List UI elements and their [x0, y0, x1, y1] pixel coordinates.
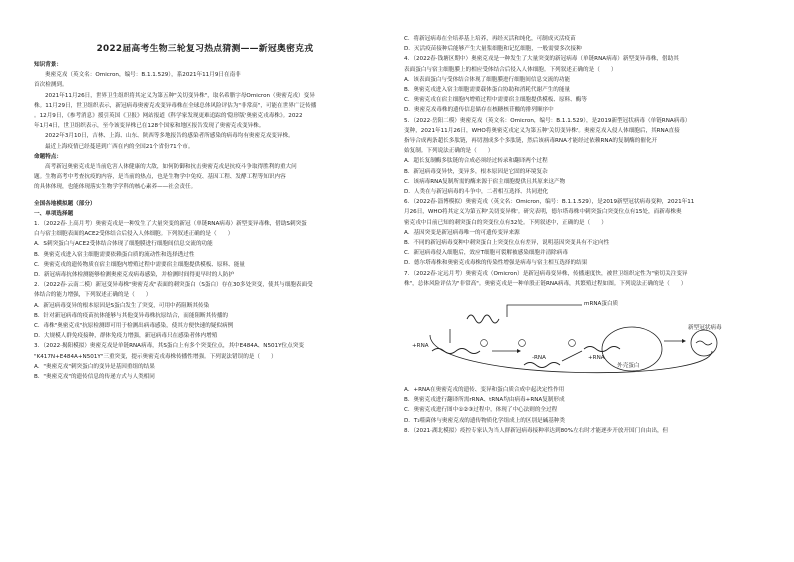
- right-text-line: 株"，总体风险评估为"非常高"。奥密克戎是一种单股正链RNA病毒，其繁殖过程如图。下列说法正确的是（ ）: [404, 280, 687, 287]
- minus-rna-strand: [524, 363, 560, 368]
- left-text-line: 题。生物高考中考查抗疫的内容，是当前的热点，也是生物学中免疫、基因工程、发酵工程等知识内容: [34, 174, 286, 181]
- left-text-line: D．新冠病毒抗体检测能够检测奥密克戎病毒感染，并检测时间得更早时的人防护: [34, 272, 235, 279]
- left-text-line: 1．（2022春·上高月考）奥密克戎是一种发生了大量突变的新冠（单链RNA病毒）新型变异毒株，借助S刺突蛋: [34, 221, 307, 228]
- document-title: 2022届高考生物三轮复习热点猜测——新冠奥密克戎: [96, 44, 314, 54]
- left-text-line: 一、单项选择题: [34, 210, 74, 217]
- rna-replication-diagram: [412, 291, 742, 383]
- right-option-line: A．+RNA在奥密克戎的遗传、变异和蛋白质合成中起决定性作用: [404, 387, 565, 394]
- left-text-line: B．"奥密克戎"的遗传信息的传递方式与人类相同: [34, 374, 155, 381]
- left-text-line: 的具体体现，也能体现落实生物学学科的核心素养——社会责任。: [34, 184, 197, 191]
- left-text-line: 2022年3月10日，吉林、上海、山东、陕西等多地报告的感染者所感染的病毒均有奥密克戎变异株。: [45, 133, 294, 140]
- left-text-line: C．奥密克戎的遗传物质在宿主细胞内增殖过程中需要宿主细胞提供模板、原料、能量: [34, 261, 245, 268]
- right-text-line: C．新冠病毒侵入细胞后，效应T细胞可裂解被感染细胞并清除病毒: [404, 250, 568, 257]
- left-text-line: 3．（2022·揭阳模拟）奥密克戎是单链RNA病毒，其S蛋白上有多个突变位点，其中E484A、N501Y位点突变: [34, 343, 304, 350]
- right-text-line: B．不同的新冠病毒变种中刺突蛋白上突变位点有差异，说明基因突变具有不定向性: [404, 240, 610, 247]
- left-text-line: 体结合的能力增强，下列叙述正确的是（ ）: [34, 292, 152, 299]
- left-text-line: 株。11月29日，世卫组织表示，新冠病毒奥密克戎变异毒株在全球总体风险评估为"非常高"，可能在世界广泛传播: [34, 102, 317, 109]
- right-text-line: 始复制。下列说法正确的是（ ）: [404, 148, 494, 155]
- right-option-line: 8．（2021·湖北模拟）疫控专家认为当人群新冠病毒接种率达到80%左右时才能逐步开放开国门自由出，但: [404, 427, 669, 434]
- left-text-line: 知识背景：: [34, 62, 62, 68]
- right-text-line: C．该病毒RNA复制所需的酶来源于宿主细胞提供且其原来这产物: [404, 178, 566, 185]
- right-text-line: 7．（2022春·定远月考）奥密克戎（Omicron）是新冠病毒变异株，传播速度快，被世卫组织定性为"密切关注变异: [404, 270, 688, 277]
- left-text-line: C．毒株"奥密克戎"抗原检测即可用于检测出病毒感染，使其方便快速的疑似病例: [34, 323, 234, 330]
- left-text-line: 。12月9日，《参考消息》援引英国《卫报》网站报道《科学家发现更难追踪的'隐形版'奥密克戎毒株》。2022: [34, 113, 303, 120]
- right-text-line: D．人类在与新冠病毒的斗争中，二者相互选择、共同进化: [404, 189, 549, 196]
- left-text-line: 白与宿主细胞表面的ACE2受体结合后侵入人体细胞。下列叙述正确的是（ ）: [34, 231, 234, 238]
- right-text-line: D．奥密克戎毒株的遗传信息储存在核糖核苷酸的排列顺序中: [404, 107, 554, 114]
- step-1-marker: [481, 340, 488, 347]
- diagram-svg: [412, 291, 742, 383]
- plus-rna-mid-label: +RNA: [588, 355, 605, 362]
- coat-protein-label: 外壳蛋白: [617, 363, 640, 370]
- right-text-line: 表面蛋白与宿主细胞膜上的相应受体结合后侵入人体细胞。下列叙述正确的是（ ）: [404, 66, 617, 73]
- left-text-line: 首次检测到。: [34, 82, 68, 89]
- right-column: [404, 34, 762, 436]
- plus-rna-left-label: +RNA: [412, 343, 429, 350]
- right-text-line: 5．（2022·岳阳二模）奥密克戎（英文名：Omicron，编号：B.1.1.529），是2019新型冠状病毒（单链RNA病毒）: [404, 117, 691, 124]
- right-text-line: A．超长复制酶多肽链的合成必须经过转录和翻译两个过程: [404, 158, 548, 165]
- left-text-line: D．大规模人群免疫接种，群体免疫力增强，新冠病毒只在感染者体内增殖: [34, 333, 218, 340]
- right-column-top-text: [404, 34, 762, 289]
- arrow-head-2: [682, 339, 686, 343]
- left-text-line: B．针对新冠病毒的疫苗抗体能够与其他变异毒株抗原结合，而能阻断其传播的: [34, 312, 229, 319]
- left-text-line: A．"奥密克戎"刺突蛋白的变异是基因重组的结果: [34, 363, 155, 370]
- right-option-line: B．奥密克戎进行翻译所需rRNA、tRNA均由病毒+RNA复制形成: [404, 397, 565, 404]
- right-text-line: B．新冠病毒变异快，变异多，根本原因是它固的环境复杂: [404, 168, 548, 175]
- right-text-line: 密克戎中目前已知的刺突蛋白的突变位点有32处。下列叙述中，正确的是（ ）: [404, 219, 607, 226]
- right-text-line: D．灭活疫苗接种后能够产生大量浆细胞和记忆细胞，一般需要多次接种: [404, 46, 582, 53]
- arrow-to-plus-rna: [562, 351, 582, 361]
- right-text-line: A．该表面蛋白与受体结合体现了细胞膜进行细胞间信息交流的功能: [404, 76, 571, 83]
- left-text-line: 奥密克戎（英文名：Omicron，编号：B.1.1.529），系2021年11月9日在南非: [45, 72, 241, 79]
- left-text-line: 2．（2022春·云南二模）新冠变异毒株"奥密克戎"表面的刺突蛋白（S蛋白）存在30多处突变，使其与细胞表面受: [34, 282, 313, 289]
- protein-coil-shape: [467, 315, 499, 323]
- step-2-marker: [519, 340, 526, 347]
- left-text-line: 年1月4日，世卫组织表示，至今该变异株已在128个国家和地区报告发现了奥密克戎变异株。: [34, 123, 265, 130]
- minus-rna-label: -RNA: [532, 355, 546, 362]
- right-text-line: 6．（2022春·淄博模拟）奥密克戎（英文名：Omicron，编号：B.1.1.529），是2019新型冠状病毒变种，2021年11: [404, 199, 695, 206]
- right-text-line: C．将新冠病毒在全培养基上培养，再经灭活和纯化，可制成灭活疫苗: [404, 36, 576, 42]
- right-text-line: 月26日，WHO将其定义为第五种'关切变异株'。研究表明，德尔塔毒株中刺突蛋白突变位点有15处，而新毒株奥: [404, 209, 682, 216]
- left-text-line: 2021年11月26日，世界卫生组织将其定义为第五种"关切变异株"，取名希腊字母Omicron（奥密克戎）变异: [45, 92, 315, 99]
- right-option-line: D．T₂噬菌体与奥密克戎的遗传物质化学组成上的区别是碱基种类: [404, 417, 565, 424]
- mrna-protein-arrow: [507, 305, 582, 317]
- mrna-label: mRNA蛋白质: [584, 301, 619, 308]
- left-text-line: B．奥密克戎进入宿主细胞需要依赖蛋白质的流动性和选择透过性: [34, 251, 195, 258]
- right-text-line: 指导合成两条超长多肽链，再切割成多个多肽链，然后该病毒RNA才能经过依赖RNA的复制酶的催化开: [404, 138, 658, 145]
- arrow-head-1: [517, 349, 521, 353]
- left-text-line: 最近上海疫情已经蔓延到广西在内的全国21个省份71个市。: [45, 143, 194, 150]
- right-text-line: A．基因突变是新冠病毒唯一的可遗传变异来源: [404, 229, 520, 236]
- right-column-bottom-text: [404, 385, 762, 436]
- left-text-line: A．S刺突蛋白与ACE2受体结合体现了细胞膜进行细胞间信息交流的功能: [34, 241, 213, 248]
- step-3-marker: [569, 340, 576, 347]
- left-text-line: 高考新冠奥密克戎是当前危害人体健康的大敌，如何防御和抗击奥密克戎是抗疫斗争取得胜利的重大问: [45, 164, 297, 171]
- left-column: [34, 60, 376, 382]
- right-text-line: C．奥密克戎在宿主细胞内增殖过程中需要宿主细胞提供模板、原料、酶等: [404, 97, 587, 104]
- right-text-line: 4．（2022春·钱塘区期中）奥密克戎是一种发生了大量突变的新冠病毒（单链RNA病毒）新型变异毒株，借助其: [404, 56, 679, 63]
- left-text-line: "K417N+E484A+N501Y"三重突变，提示奥密克戎毒株传播性增强。下列说法错误的是（ ）: [34, 353, 277, 360]
- right-option-line: C．奥密克戎进行图中①②③过程中，体现了中心法则的全过程: [404, 407, 558, 414]
- right-text-line: D．德尔塔毒株和奥密克戎毒株的传染性增强是病毒与宿主相互选择的结果: [404, 260, 588, 267]
- right-text-line: 变种，2021年11月26日，WHO将奥密克戎定义为第五种'关切变异株'。奥密克戎入侵人体细胞后，其RNA直接: [404, 127, 680, 134]
- left-text-line: 全国各地模拟题（部分）: [34, 200, 96, 207]
- right-text-line: B．奥密克戎进入宿主细胞需要载体蛋白协助和消耗代谢产生的能量: [404, 87, 571, 94]
- virus-rna-inside: [696, 341, 712, 345]
- virus-label: 新型冠状病毒: [688, 325, 722, 332]
- left-text-line: 命题特点：: [34, 153, 62, 160]
- plus-rna-strand: [432, 349, 480, 354]
- left-text-line: A．新冠病毒变异的根本原因是S蛋白发生了突变，可用中药阻断其传染: [34, 302, 210, 309]
